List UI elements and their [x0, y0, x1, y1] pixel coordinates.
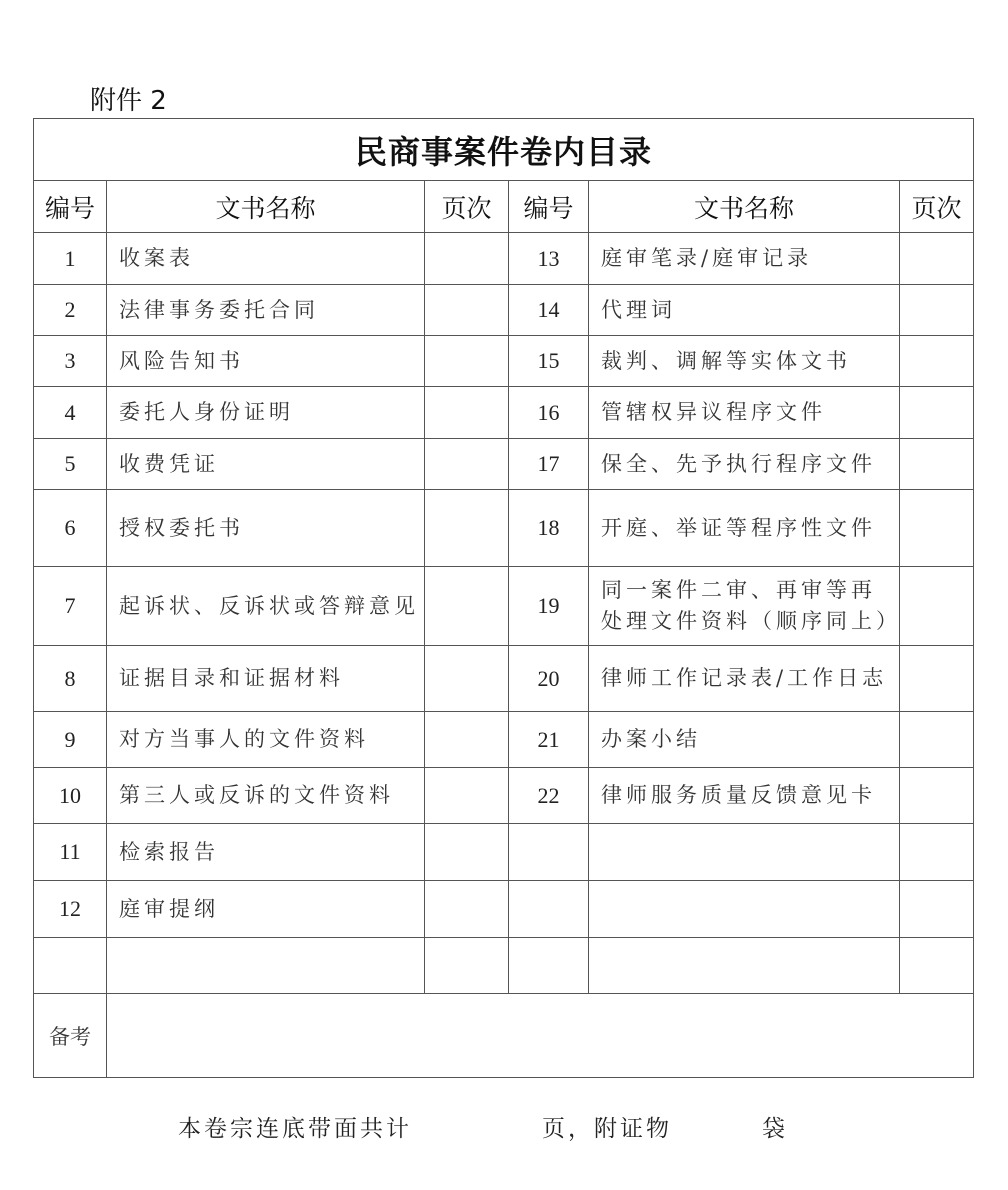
entry-name-right	[589, 824, 900, 881]
attachment-label: 附件 2	[90, 86, 167, 116]
entry-pages-left[interactable]	[425, 881, 509, 938]
header-pages-right: 页次	[900, 181, 974, 233]
entry-pages-right[interactable]	[900, 285, 974, 336]
entry-name-right: 律师工作记录表/工作日志	[589, 646, 900, 712]
header-doc-name-right: 文书名称	[589, 181, 900, 233]
header-doc-name-left: 文书名称	[107, 181, 425, 233]
footer-summary	[178, 1110, 788, 1143]
entry-number-left: 1	[34, 233, 107, 285]
entry-name-left: 起诉状、反诉状或答辩意见	[107, 567, 425, 646]
entry-pages-left[interactable]	[425, 387, 509, 439]
table-row	[34, 285, 974, 336]
entry-name-left: 收费凭证	[107, 439, 425, 490]
entry-number-right: 14	[509, 285, 589, 336]
header-pages-left: 页次	[425, 181, 509, 233]
entry-pages-left[interactable]	[425, 233, 509, 285]
entry-pages-right[interactable]	[900, 387, 974, 439]
table-row	[34, 768, 974, 824]
table-row	[34, 712, 974, 768]
remarks-label: 备考	[34, 994, 107, 1078]
entry-pages-left[interactable]	[425, 712, 509, 768]
entry-number-right: 18	[509, 490, 589, 567]
entry-pages-left[interactable]	[425, 439, 509, 490]
entry-pages-left[interactable]	[425, 336, 509, 387]
entry-name-right	[589, 881, 900, 938]
header-number-left: 编号	[34, 181, 107, 233]
case-file-index-table	[33, 118, 974, 1078]
entry-number-right: 15	[509, 336, 589, 387]
entry-pages-right[interactable]	[900, 233, 974, 285]
entry-name-right: 开庭、举证等程序性文件	[589, 490, 900, 567]
entry-name-right: 办案小结	[589, 712, 900, 768]
footer-text-bags: 袋	[762, 1116, 788, 1142]
header-row	[34, 181, 974, 233]
table-row	[34, 439, 974, 490]
entry-number-right: 20	[509, 646, 589, 712]
entry-number-left: 9	[34, 712, 107, 768]
entry-pages-left[interactable]	[425, 567, 509, 646]
entry-number-left: 11	[34, 824, 107, 881]
footer-text-evidence: 页，附证物	[542, 1116, 672, 1142]
entry-pages-left[interactable]	[425, 938, 509, 994]
entry-number-right: 16	[509, 387, 589, 439]
entry-pages-left[interactable]	[425, 285, 509, 336]
table-row	[34, 233, 974, 285]
entry-name-right: 代理词	[589, 285, 900, 336]
entry-number-left: 2	[34, 285, 107, 336]
table-row	[34, 336, 974, 387]
entry-pages-left[interactable]	[425, 646, 509, 712]
entry-pages-right[interactable]	[900, 567, 974, 646]
entry-name-left: 收案表	[107, 233, 425, 285]
entry-name-left: 授权委托书	[107, 490, 425, 567]
entry-number-right: 13	[509, 233, 589, 285]
entry-number-right	[509, 881, 589, 938]
entry-number-right	[509, 824, 589, 881]
entry-name-left: 风险告知书	[107, 336, 425, 387]
entry-name-left: 检索报告	[107, 824, 425, 881]
entry-name-right	[589, 938, 900, 994]
entry-pages-right[interactable]	[900, 712, 974, 768]
entry-pages-left[interactable]	[425, 768, 509, 824]
table-row	[34, 938, 974, 994]
entry-name-left: 委托人身份证明	[107, 387, 425, 439]
entry-number-right: 21	[509, 712, 589, 768]
remarks-field[interactable]	[107, 994, 974, 1078]
remarks-row	[34, 994, 974, 1078]
footer-text-total: 本卷宗连底带面共计	[178, 1116, 412, 1142]
table-row	[34, 387, 974, 439]
entry-name-right: 庭审笔录/庭审记录	[589, 233, 900, 285]
entry-name-right: 保全、先予执行程序文件	[589, 439, 900, 490]
entry-name-left: 对方当事人的文件资料	[107, 712, 425, 768]
entry-pages-right[interactable]	[900, 336, 974, 387]
entry-number-left: 3	[34, 336, 107, 387]
entry-number-left: 7	[34, 567, 107, 646]
entry-number-right: 22	[509, 768, 589, 824]
entry-name-left: 法律事务委托合同	[107, 285, 425, 336]
entry-name-right: 裁判、调解等实体文书	[589, 336, 900, 387]
entry-number-left: 4	[34, 387, 107, 439]
table-row	[34, 824, 974, 881]
entry-number-left: 6	[34, 490, 107, 567]
entry-name-left: 第三人或反诉的文件资料	[107, 768, 425, 824]
entry-pages-right[interactable]	[900, 938, 974, 994]
entry-number-left: 8	[34, 646, 107, 712]
header-number-right: 编号	[509, 181, 589, 233]
entry-pages-right[interactable]	[900, 768, 974, 824]
entry-name-right: 管辖权异议程序文件	[589, 387, 900, 439]
entry-pages-right[interactable]	[900, 881, 974, 938]
entry-number-left: 10	[34, 768, 107, 824]
entry-pages-right[interactable]	[900, 439, 974, 490]
entry-name-left: 庭审提纲	[107, 881, 425, 938]
table-title: 民商事案件卷内目录	[34, 119, 974, 181]
entry-pages-left[interactable]	[425, 490, 509, 567]
entry-pages-right[interactable]	[900, 646, 974, 712]
entry-name-left: 证据目录和证据材料	[107, 646, 425, 712]
table-row	[34, 490, 974, 567]
table-row	[34, 567, 974, 646]
entry-number-right	[509, 938, 589, 994]
entry-number-left: 12	[34, 881, 107, 938]
entry-number-right: 19	[509, 567, 589, 646]
entry-pages-right[interactable]	[900, 490, 974, 567]
entry-name-left	[107, 938, 425, 994]
entry-pages-right[interactable]	[900, 824, 974, 881]
entry-number-left: 5	[34, 439, 107, 490]
table-row	[34, 646, 974, 712]
entry-name-right: 律师服务质量反馈意见卡	[589, 768, 900, 824]
entry-number-left	[34, 938, 107, 994]
entry-number-right: 17	[509, 439, 589, 490]
table-row	[34, 881, 974, 938]
entry-name-right: 同一案件二审、再审等再处理文件资料（顺序同上）	[589, 567, 900, 646]
entry-pages-left[interactable]	[425, 824, 509, 881]
